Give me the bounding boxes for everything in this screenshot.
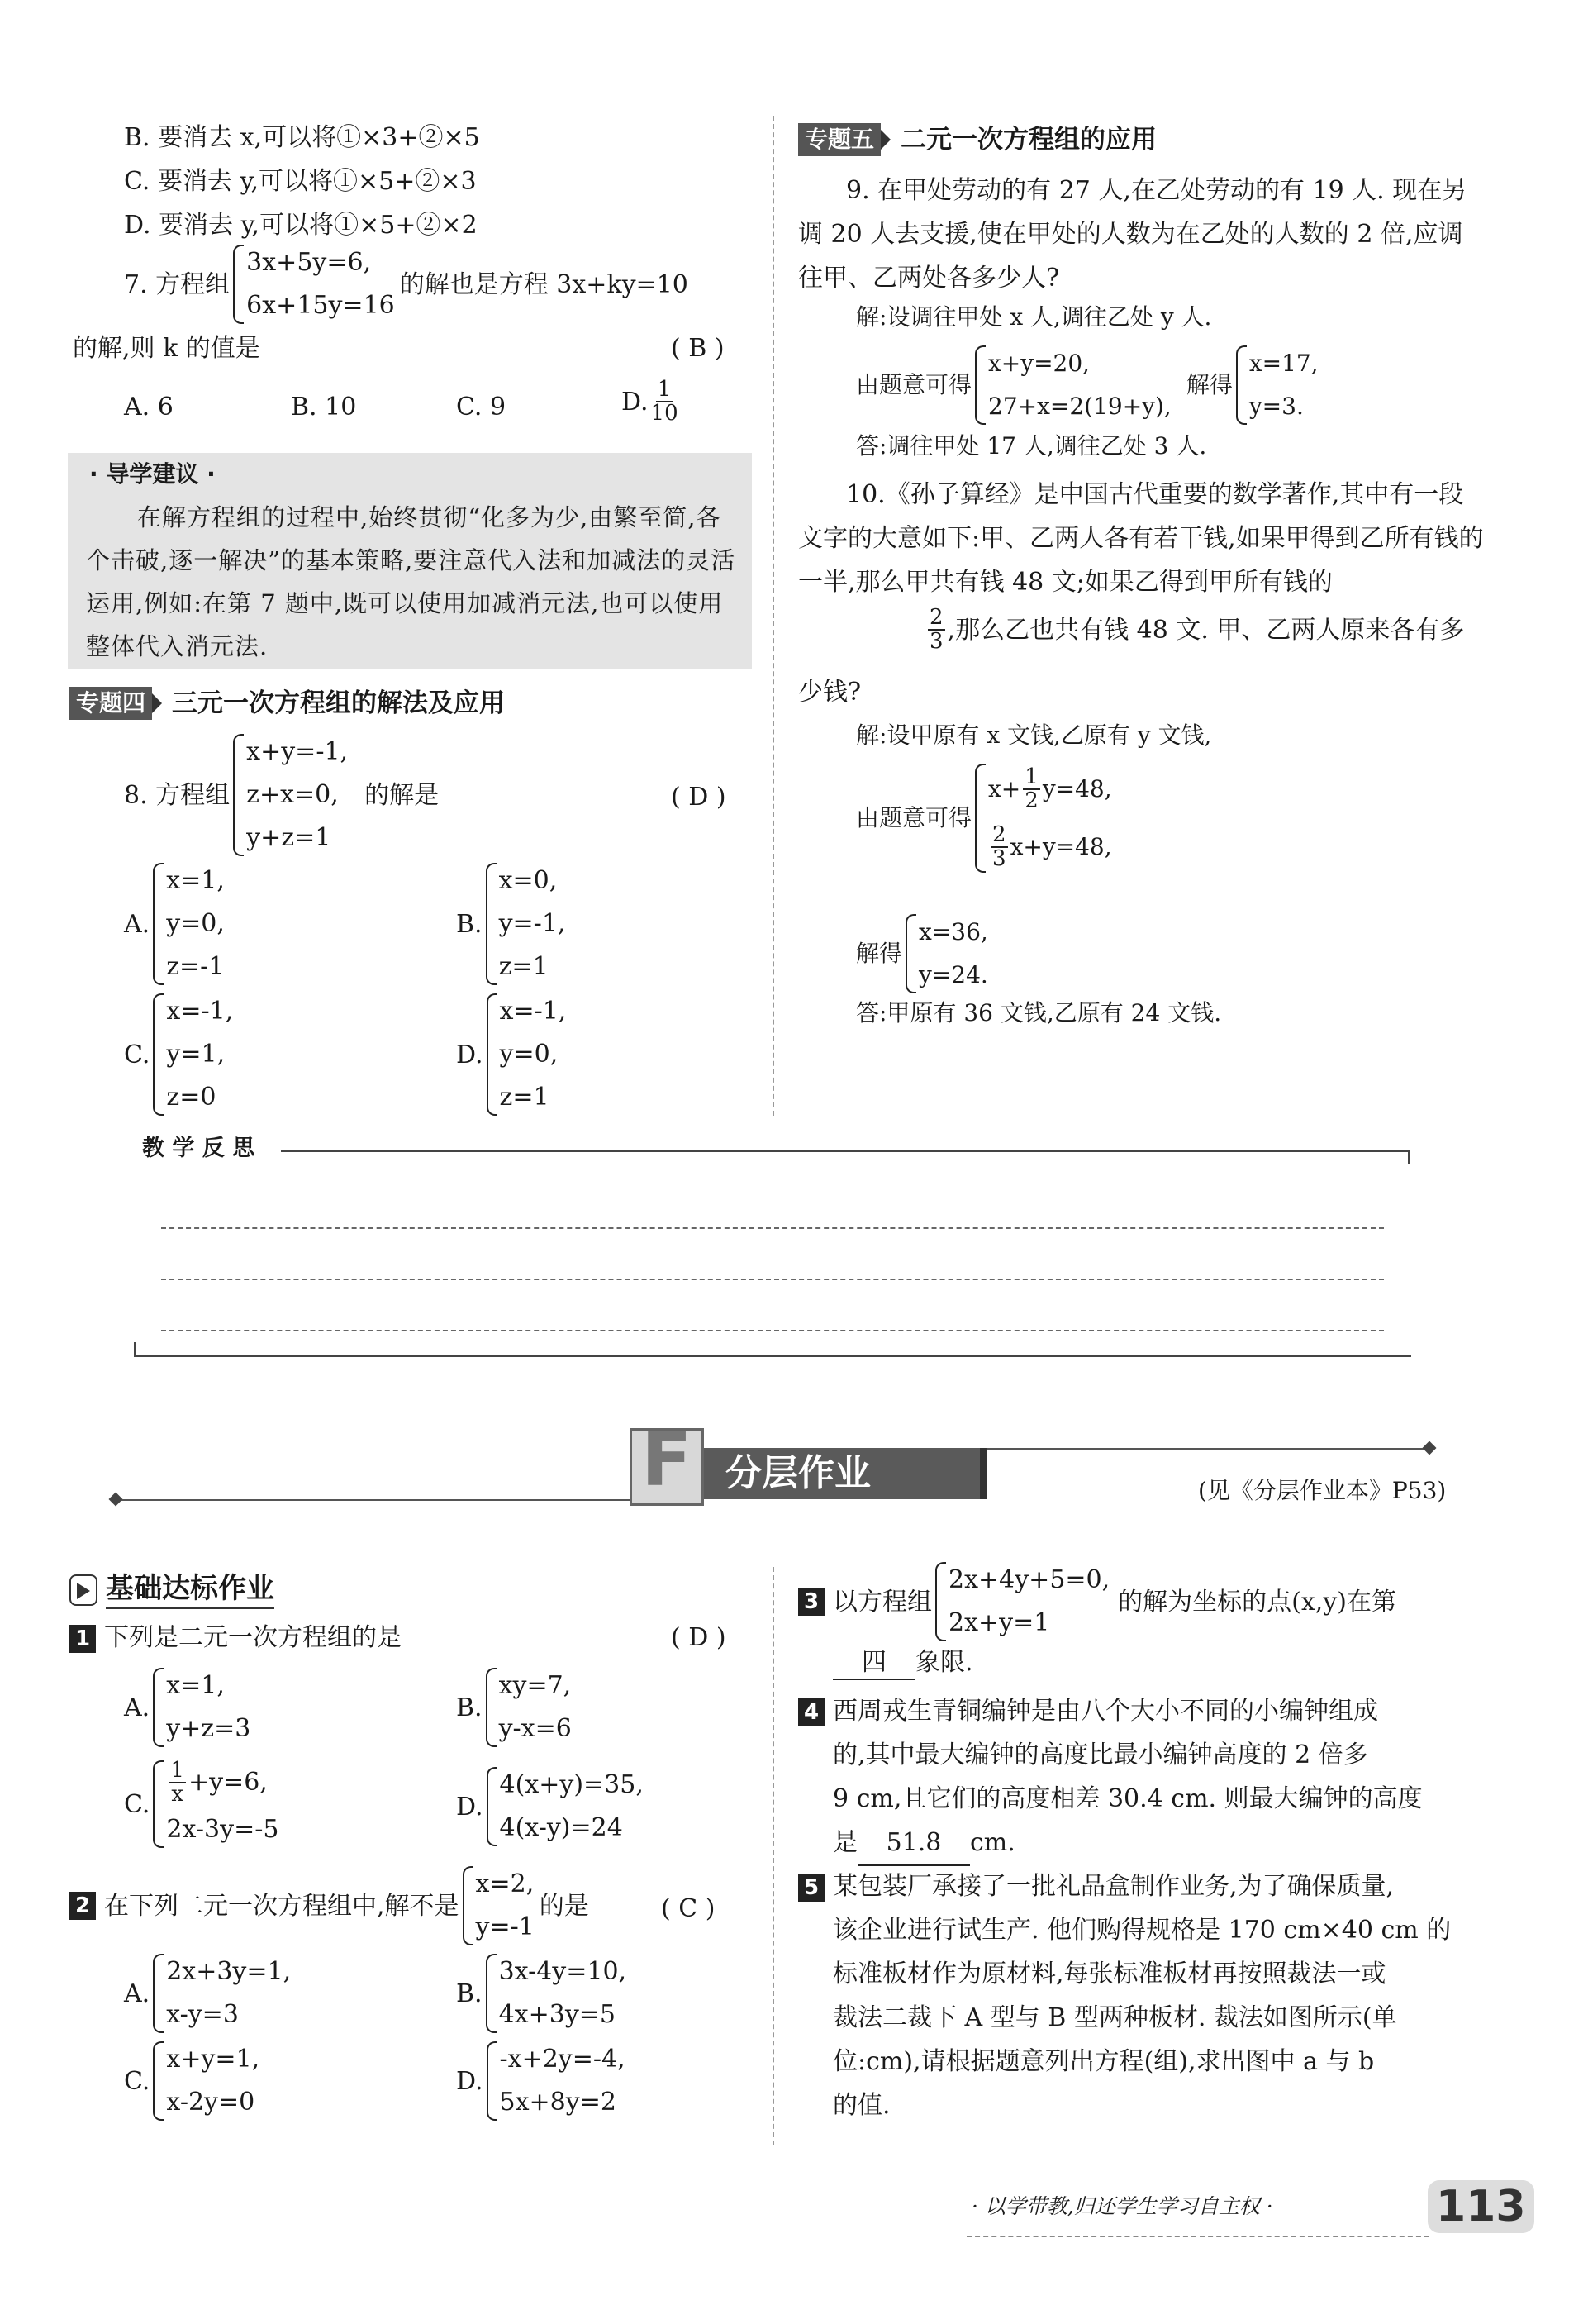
reflection-line-3 (161, 1330, 1384, 1331)
p1-c-l1 (166, 1757, 278, 1808)
q9-solve: 解得 (1186, 370, 1233, 398)
q7-line2: 的解,则 k 的值是 (73, 334, 260, 363)
p2-text: 在下列二元一次方程组中,解不是 (104, 1891, 459, 1921)
p1-b-l2: y-x=6 (498, 1714, 572, 1743)
p1-a-l1: x=1, (166, 1671, 225, 1700)
q8-a-l1: x=1, (166, 866, 225, 895)
problem-2 (69, 1863, 589, 1949)
q10-fraction-line (925, 607, 1464, 654)
p1-c-l2: 2x-3y=-5 (166, 1815, 279, 1844)
p5-number: 5 (798, 1874, 825, 1902)
p3-suffix: 的解为坐标的点(x,y)在第 (1118, 1587, 1396, 1617)
footer-motto: · 以学带教,归还学生学习自主权 · (972, 2194, 1273, 2218)
q7-prefix: 7. 方程组 (124, 269, 231, 299)
p3-system (932, 1559, 1110, 1645)
q8-suffix: 的解是 (364, 780, 440, 810)
p3-blank: 四 (833, 1646, 915, 1680)
guide-text: 在解方程组的过程中,始终贯彻“化多为少,由繁至简,各个击破,逐一解决”的基本策略,要注意代入法和加减法的灵活运用,例如:在第 7 题中,既可以使用加减消元法,也可以使用整体代入消元法. (86, 503, 736, 660)
q8-a-l2: y=0, (166, 909, 225, 938)
p1-number: 1 (69, 1625, 96, 1653)
question-6-options (124, 116, 480, 247)
p1-c-n: 1 (170, 1757, 184, 1783)
p2-b-l1: 3x-4y=10, (498, 1957, 627, 1986)
q8-a-label: A. (124, 909, 150, 939)
q7-d-num: 1 (657, 377, 672, 402)
q8-prefix: 8. 方程组 (124, 780, 231, 810)
q10-text2: ,那么乙也共有钱 48 文. 甲、乙两人原来各有多 (947, 615, 1465, 645)
p1-d-l2: 4(x-y)=24 (499, 1813, 623, 1842)
banner-title: 分层作业 (725, 1452, 871, 1494)
p4-number: 4 (798, 1698, 825, 1726)
q10-e2n: 2 (992, 821, 1006, 847)
q9-system-line (856, 342, 1319, 428)
p2-a-label: A. (124, 1979, 150, 2008)
q10-text3: 少钱? (798, 678, 862, 707)
q8-c-l1: x=-1, (166, 997, 234, 1026)
q10-frac-den: 3 (930, 629, 944, 655)
p2-system (459, 1863, 535, 1949)
topic4-title: 三元一次方程组的解法及应用 (172, 688, 506, 718)
p5-l1: 某包装厂承接了一批礼品盒制作业务,为了确保质量, (833, 1872, 1395, 1901)
q10-eq2 (988, 818, 1112, 876)
p2-a-l1: 2x+3y=1, (166, 1957, 292, 1986)
footer-line (967, 2236, 1429, 2237)
q9-answer: 答:调往甲处 17 人,调往乙处 3 人. (856, 432, 1207, 460)
p4-text3: 9 cm,且它们的高度相差 30.4 cm. 则最大编钟的高度 (833, 1784, 1423, 1813)
p2-c-l1: x+y=1, (166, 2045, 260, 2074)
question-8 (124, 731, 439, 860)
p2-c-l2: x-2y=0 (166, 2088, 255, 2117)
q8-option-b (456, 860, 565, 988)
q8-d-l2: y=0, (499, 1040, 559, 1069)
p2-option-c (124, 2038, 259, 2124)
reflection-line-1 (161, 1227, 1384, 1229)
q8-b-system (483, 860, 566, 988)
q7-option-b: B. 10 (291, 393, 357, 421)
p2-option-b (456, 1950, 626, 2036)
q10-e1d: 2 (1025, 788, 1039, 813)
banner-reference: (见《分层作业本》P53) (1198, 1477, 1447, 1504)
p2-s2: y=-1 (475, 1912, 535, 1941)
p1-d-label: D. (456, 1792, 483, 1822)
q10-system (972, 760, 1112, 876)
q9-eq2: 27+x=2(19+y), (988, 393, 1172, 420)
p1-b-system (483, 1664, 572, 1750)
q8-b-l2: y=-1, (498, 909, 566, 938)
banner-left-diamond (109, 1493, 123, 1507)
problem-3 (798, 1559, 1396, 1645)
p2-option-a (124, 1950, 291, 2036)
p3-prefix: 以方程组 (833, 1587, 932, 1617)
reflection-top-line (281, 1150, 1410, 1152)
q10-e1n: 1 (1025, 764, 1039, 789)
q10-solve: 解得 (856, 939, 903, 967)
reflection-left-tick (134, 1342, 136, 1357)
p1-c-frac (169, 1757, 186, 1807)
p2-d-system (483, 2038, 625, 2124)
q9-system (972, 342, 1172, 428)
q10-r1: x=36, (919, 918, 988, 945)
problem-1 (69, 1622, 402, 1654)
q7-option-d (621, 379, 681, 426)
q8-option-a (124, 860, 225, 988)
column-divider-top (773, 116, 774, 1116)
q10-solution: 解:设甲原有 x 文钱,乙原有 y 文钱, (856, 721, 1212, 749)
p4-pre: 是 (833, 1828, 858, 1857)
p1-b-label: B. (456, 1693, 483, 1722)
q10-answer: 答:甲原有 36 文钱,乙原有 24 文钱. (856, 999, 1222, 1026)
q7-option-d-label: D. (621, 387, 649, 417)
q10-text: 10.《孙子算经》是中国古代重要的数学著作,其中有一段文字的大意如下:甲、乙两人各有若干钱,如果甲得到乙所有钱的一半,那么甲共有钱 48 文;如果乙得到甲所有钱的 (798, 480, 1484, 597)
q10-e1-frac (1023, 766, 1040, 813)
p1-c-l1b: +y=6, (188, 1768, 268, 1797)
q6-option-c: C. 要消去 y,可以将①×5+②×3 (124, 167, 477, 196)
banner-left-line (116, 1499, 644, 1501)
q7-answer: ( B ) (671, 334, 725, 363)
q9-eq1: x+y=20, (988, 350, 1091, 377)
problem-5 (798, 1864, 1451, 2127)
q7-eq2: 6x+15y=16 (246, 291, 395, 320)
column-divider-bottom (773, 1567, 774, 2145)
p2-b-l2: 4x+3y=5 (498, 2000, 616, 2029)
q7-d-den: 10 (650, 401, 678, 426)
q10-result-line (856, 911, 988, 997)
guide-title: · 导学建议 · (89, 460, 216, 488)
q10-e2-frac (991, 821, 1008, 871)
p1-answer: ( D ) (671, 1623, 726, 1652)
q10-e1b: y=48, (1042, 775, 1112, 802)
q8-c-system (150, 990, 233, 1119)
topic4-arrow-icon (152, 693, 162, 713)
p1-c-label: C. (124, 1789, 150, 1819)
q9-solution: 解:设调往甲处 x 人,调往乙处 y 人. (856, 303, 1212, 331)
basic-arrow-icon (69, 1574, 97, 1606)
banner-f-icon: F (641, 1417, 692, 1503)
p3-eq1: 2x+4y+5=0, (949, 1565, 1110, 1594)
topic5-title: 二元一次方程组的应用 (901, 124, 1158, 155)
topic5-arrow-icon (881, 130, 891, 150)
reflection-bottom-line (134, 1355, 1411, 1357)
p2-option-d (456, 2038, 625, 2124)
p5-l4: 裁法二裁下 A 型与 B 型两种板材. 裁法如图所示(单 (833, 2003, 1397, 2032)
q10-e2d: 3 (992, 846, 1006, 871)
q10-system-line (856, 760, 1112, 876)
q9-by: 由题意可得 (856, 370, 972, 398)
p1-option-c (124, 1757, 278, 1851)
q7-option-a: A. 6 (124, 393, 174, 421)
p5-l3: 标准板材作为原材料,每张标准板材再按照裁法一或 (833, 1960, 1386, 1988)
p3-number: 3 (798, 1588, 825, 1616)
q8-system (230, 731, 348, 860)
p1-b-l1: xy=7, (498, 1671, 572, 1700)
question-7 (124, 241, 688, 327)
p1-a-label: A. (124, 1693, 150, 1722)
p2-a-system (150, 1950, 291, 2036)
q6-option-b: B. 要消去 x,可以将①×3+②×5 (124, 123, 480, 152)
page-number: 113 (1428, 2180, 1534, 2233)
q9-text: 9. 在甲处劳动的有 27 人,在乙处劳动的有 19 人. 现在另调 20 人去支援,使在甲处的人数为在乙处的人数的 2 倍,应调往甲、乙两处各多少人? (798, 176, 1467, 293)
q8-b-l3: z=1 (498, 952, 549, 981)
p2-suffix: 的是 (539, 1891, 589, 1921)
p2-c-system (150, 2038, 259, 2124)
basic-title: 基础达标作业 (106, 1570, 274, 1609)
p4-text2: 的,其中最大编钟的高度比最小编钟高度的 2 倍多 (833, 1741, 1368, 1769)
banner-right-diamond (1423, 1441, 1437, 1455)
q8-answer: ( D ) (671, 783, 726, 812)
p3-eq2: 2x+y=1 (949, 1608, 1050, 1637)
q8-c-l3: z=0 (166, 1083, 216, 1112)
q7-system (230, 241, 395, 327)
p4-blank: 51.8 (858, 1821, 970, 1866)
topic4-header (69, 686, 505, 720)
p2-b-label: B. (456, 1979, 483, 2008)
q8-b-l1: x=0, (498, 866, 558, 895)
q7-eq1: 3x+5y=6, (246, 248, 372, 277)
q8-eq2: z+x=0, (246, 780, 339, 809)
p3-answer-line (833, 1646, 973, 1680)
p1-option-b (456, 1664, 572, 1750)
p2-c-label: C. (124, 2066, 150, 2096)
q10-e1a: x+ (988, 775, 1021, 802)
q8-d-l1: x=-1, (499, 997, 567, 1026)
q8-c-label: C. (124, 1040, 150, 1069)
problem-4 (798, 1689, 1423, 1866)
reflection-line-2 (161, 1279, 1384, 1280)
p4-text1: 西周戎生青铜编钟是由八个大小不同的小编钟组成 (833, 1697, 1378, 1726)
p1-c-d: x (171, 1782, 184, 1807)
p1-a-l2: y+z=3 (166, 1714, 251, 1743)
q9-r2: y=3. (1248, 393, 1304, 420)
topic5-tag: 专题五 (798, 123, 881, 156)
q8-option-d (456, 990, 566, 1119)
q8-c-l2: y=1, (166, 1040, 226, 1069)
p2-a-l2: x-y=3 (166, 2000, 239, 2029)
topic4-tag: 专题四 (69, 687, 152, 720)
p1-c-system (150, 1757, 278, 1851)
q8-a-system (150, 860, 225, 988)
topic5-header (798, 122, 1157, 156)
p1-text: 下列是二元一次方程组的是 (104, 1623, 402, 1652)
reflection-right-tick (1408, 1150, 1410, 1164)
p2-d-l1: -x+2y=-4, (499, 2045, 625, 2074)
q8-d-label: D. (456, 1040, 483, 1069)
p1-d-l1: 4(x+y)=35, (499, 1770, 644, 1799)
p2-b-system (483, 1950, 627, 2036)
basic-header (69, 1570, 274, 1609)
q7-option-d-fraction (651, 379, 678, 426)
q8-eq1: x+y=-1, (246, 737, 349, 766)
q7-option-c: C. 9 (456, 393, 506, 421)
p5-l6: 的值. (833, 2091, 891, 2120)
q10-eq1 (988, 760, 1112, 818)
q7-suffix: 的解也是方程 3x+ky=10 (399, 269, 688, 299)
q9-r1: x=17, (1248, 350, 1319, 377)
q10-frac-num: 2 (930, 605, 944, 630)
banner-right-line (983, 1448, 1429, 1450)
p1-a-system (150, 1664, 250, 1750)
q10-by: 由题意可得 (856, 803, 972, 831)
q8-eq3: y+z=1 (246, 823, 331, 852)
p2-d-l2: 5x+8y=2 (499, 2088, 616, 2117)
p2-s1: x=2, (475, 1869, 535, 1898)
p3-end: 象限. (915, 1648, 973, 1677)
p5-l5: 位:cm),请根据题意列出方程(组),求出图中 a 与 b (833, 2047, 1375, 2076)
p1-option-d (456, 1764, 644, 1850)
p2-answer: ( C ) (661, 1894, 716, 1923)
p1-d-system (483, 1764, 644, 1850)
p5-l2: 该企业进行试生产. 他们购得规格是 170 cm×40 cm 的 (833, 1916, 1452, 1945)
q8-option-c (124, 990, 233, 1119)
p4-end: cm. (970, 1828, 1015, 1857)
p2-d-label: D. (456, 2066, 483, 2096)
reflection-title: 教 学 反 思 (142, 1136, 255, 1161)
p1-option-a (124, 1664, 250, 1750)
q10-r2: y=24. (919, 961, 988, 988)
q8-a-l3: z=-1 (166, 952, 225, 981)
q10-fraction (928, 607, 945, 654)
q6-option-d: D. 要消去 y,可以将①×5+②×2 (124, 211, 478, 240)
q10-result (902, 911, 988, 997)
p2-number: 2 (69, 1892, 96, 1920)
q8-d-system (483, 990, 567, 1119)
q8-d-l3: z=1 (499, 1083, 549, 1112)
q8-b-label: B. (456, 909, 483, 939)
q10-e2b: x+y=48, (1010, 833, 1112, 860)
q9-result (1233, 342, 1319, 428)
